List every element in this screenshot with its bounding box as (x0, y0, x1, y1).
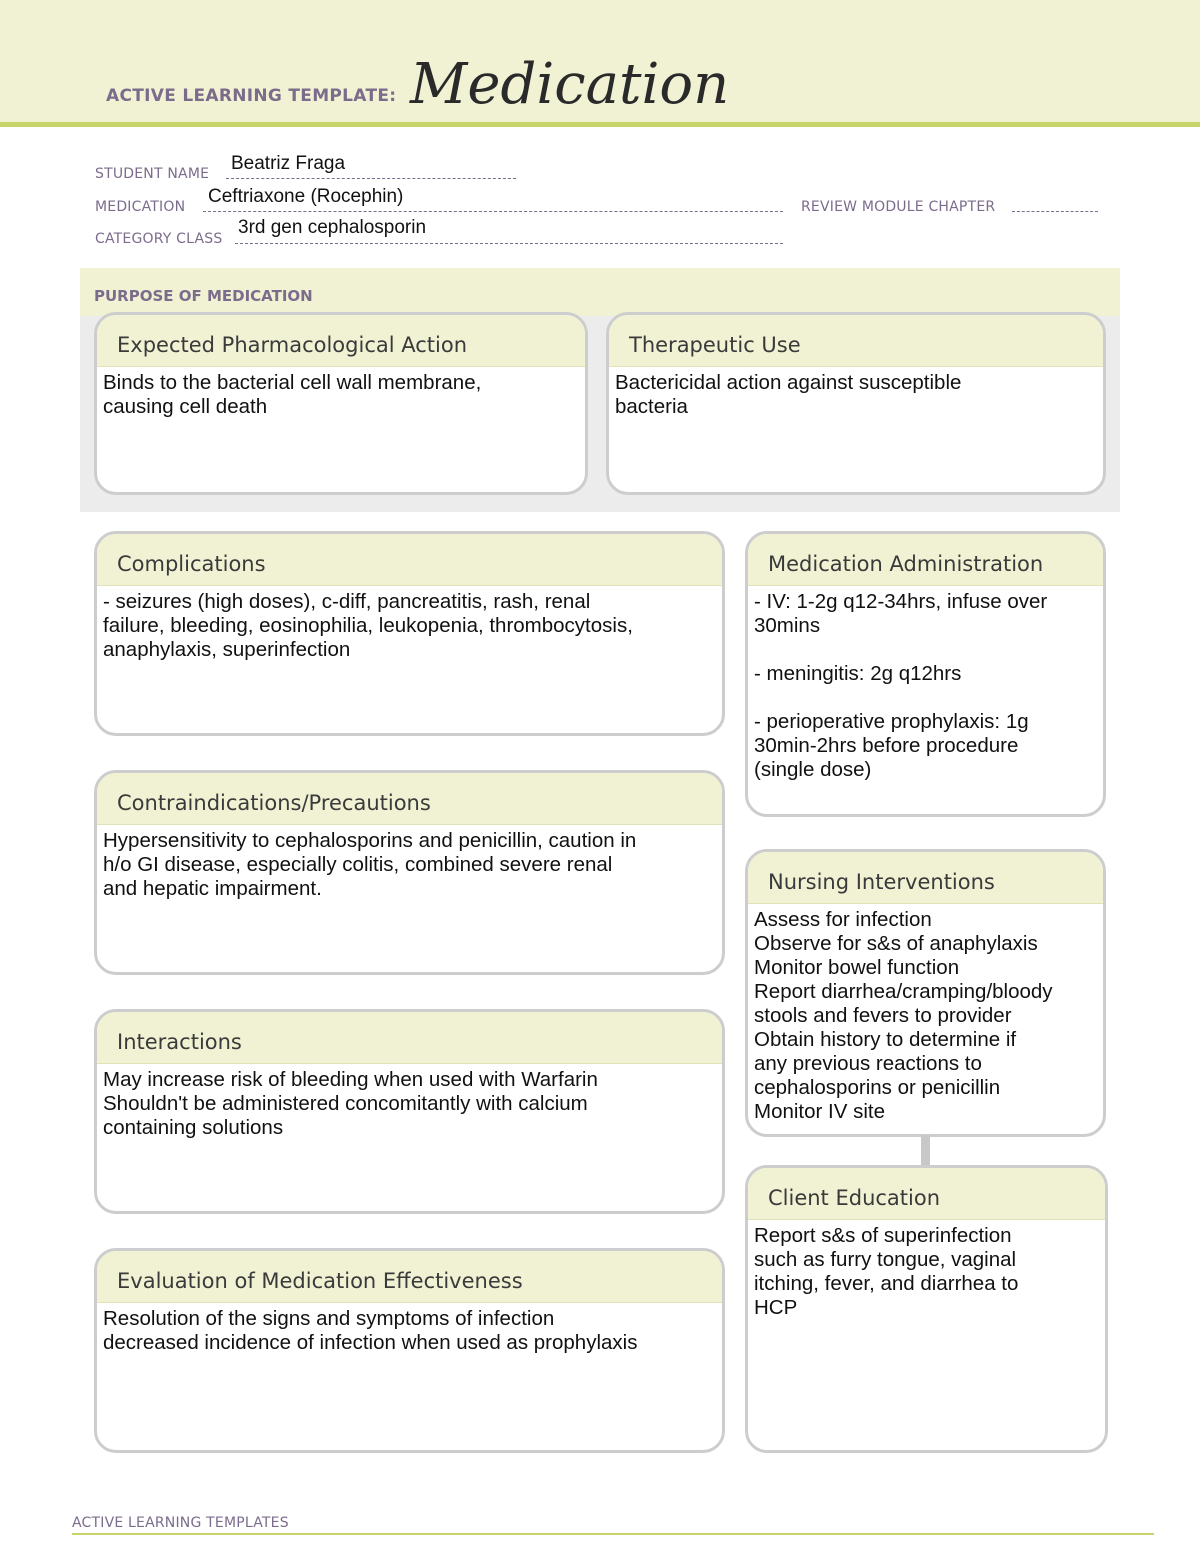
review-module-label: REVIEW MODULE CHAPTER (801, 199, 996, 215)
interactions-heading: Interactions (97, 1012, 722, 1064)
therapeutic-use-heading: Therapeutic Use (609, 315, 1103, 367)
student-name-label: STUDENT NAME (95, 166, 210, 182)
category-class-label: CATEGORY CLASS (95, 231, 223, 247)
client-education-box[interactable] (745, 1165, 1108, 1453)
client-education-heading: Client Education (748, 1168, 1105, 1220)
template-label: ACTIVE LEARNING TEMPLATE: (106, 86, 397, 106)
medication-line (203, 211, 783, 212)
evaluation-heading: Evaluation of Medication Effectiveness (97, 1251, 722, 1303)
nursing-interventions-heading: Nursing Interventions (748, 852, 1103, 904)
administration-box[interactable] (745, 531, 1106, 817)
complications-box[interactable] (94, 531, 725, 736)
category-class-field[interactable]: 3rd gen cephalosporin (238, 217, 427, 238)
medication-label: MEDICATION (95, 199, 186, 215)
evaluation-text: Resolution of the signs and symptoms of infection decreased incidence of infection when used as prophylaxis (103, 1307, 638, 1354)
connector-bar (921, 1135, 930, 1167)
interactions-text: May increase risk of bleeding when used with Warfarin Shouldn't be administered concomitantly with calcium containing solutions (103, 1068, 598, 1139)
footer-label: ACTIVE LEARNING TEMPLATES (72, 1515, 289, 1531)
review-module-field[interactable] (1012, 211, 1098, 212)
footer-rule (72, 1533, 1154, 1535)
nursing-interventions-text: Assess for infection Observe for s&s of anaphylaxis Monitor bowel function Report diarrhea/cramping/bloody stools and fevers to provider Obtain history to determine if any previous reactions to cephalosporins or penicillin Monitor IV site (754, 908, 1053, 1123)
administration-heading: Medication Administration (748, 534, 1103, 586)
administration-text: - IV: 1-2g q12-34hrs, infuse over 30mins - meningitis: 2g q12hrs - perioperative prophylaxis: 1g 30min-2hrs before procedure (single dose) (754, 590, 1048, 781)
medication-field[interactable]: Ceftriaxone (Rocephin) (208, 186, 404, 207)
expected-action-heading: Expected Pharmacological Action (97, 315, 585, 367)
evaluation-box[interactable] (94, 1248, 725, 1453)
therapeutic-use-text: Bactericidal action against susceptible bacteria (615, 371, 962, 418)
student-name-field[interactable]: Beatriz Fraga (231, 153, 346, 174)
template-title: Medication (410, 52, 730, 117)
expected-action-box[interactable] (94, 312, 588, 495)
category-class-line (235, 243, 783, 244)
contraindications-box[interactable] (94, 770, 725, 975)
purpose-title: PURPOSE OF MEDICATION (94, 287, 313, 305)
contraindications-text: Hypersensitivity to cephalosporins and penicillin, caution in h/o GI disease, especially colitis, combined severe renal and hepatic impairment. (103, 829, 637, 900)
nursing-interventions-box[interactable] (745, 849, 1106, 1137)
student-name-line (226, 178, 516, 179)
header-rule (0, 122, 1200, 127)
interactions-box[interactable] (94, 1009, 725, 1214)
therapeutic-use-box[interactable] (606, 312, 1106, 495)
complications-text: - seizures (high doses), c-diff, pancreatitis, rash, renal failure, bleeding, eosinophilia, leukopenia, thrombocytosis, anaphylaxis, superinfection (103, 590, 633, 661)
expected-action-text: Binds to the bacterial cell wall membrane, causing cell death (103, 371, 482, 418)
contraindications-heading: Contraindications/Precautions (97, 773, 722, 825)
client-education-text: Report s&s of superinfection such as furry tongue, vaginal itching, fever, and diarrhea to HCP (754, 1224, 1019, 1319)
complications-heading: Complications (97, 534, 722, 586)
